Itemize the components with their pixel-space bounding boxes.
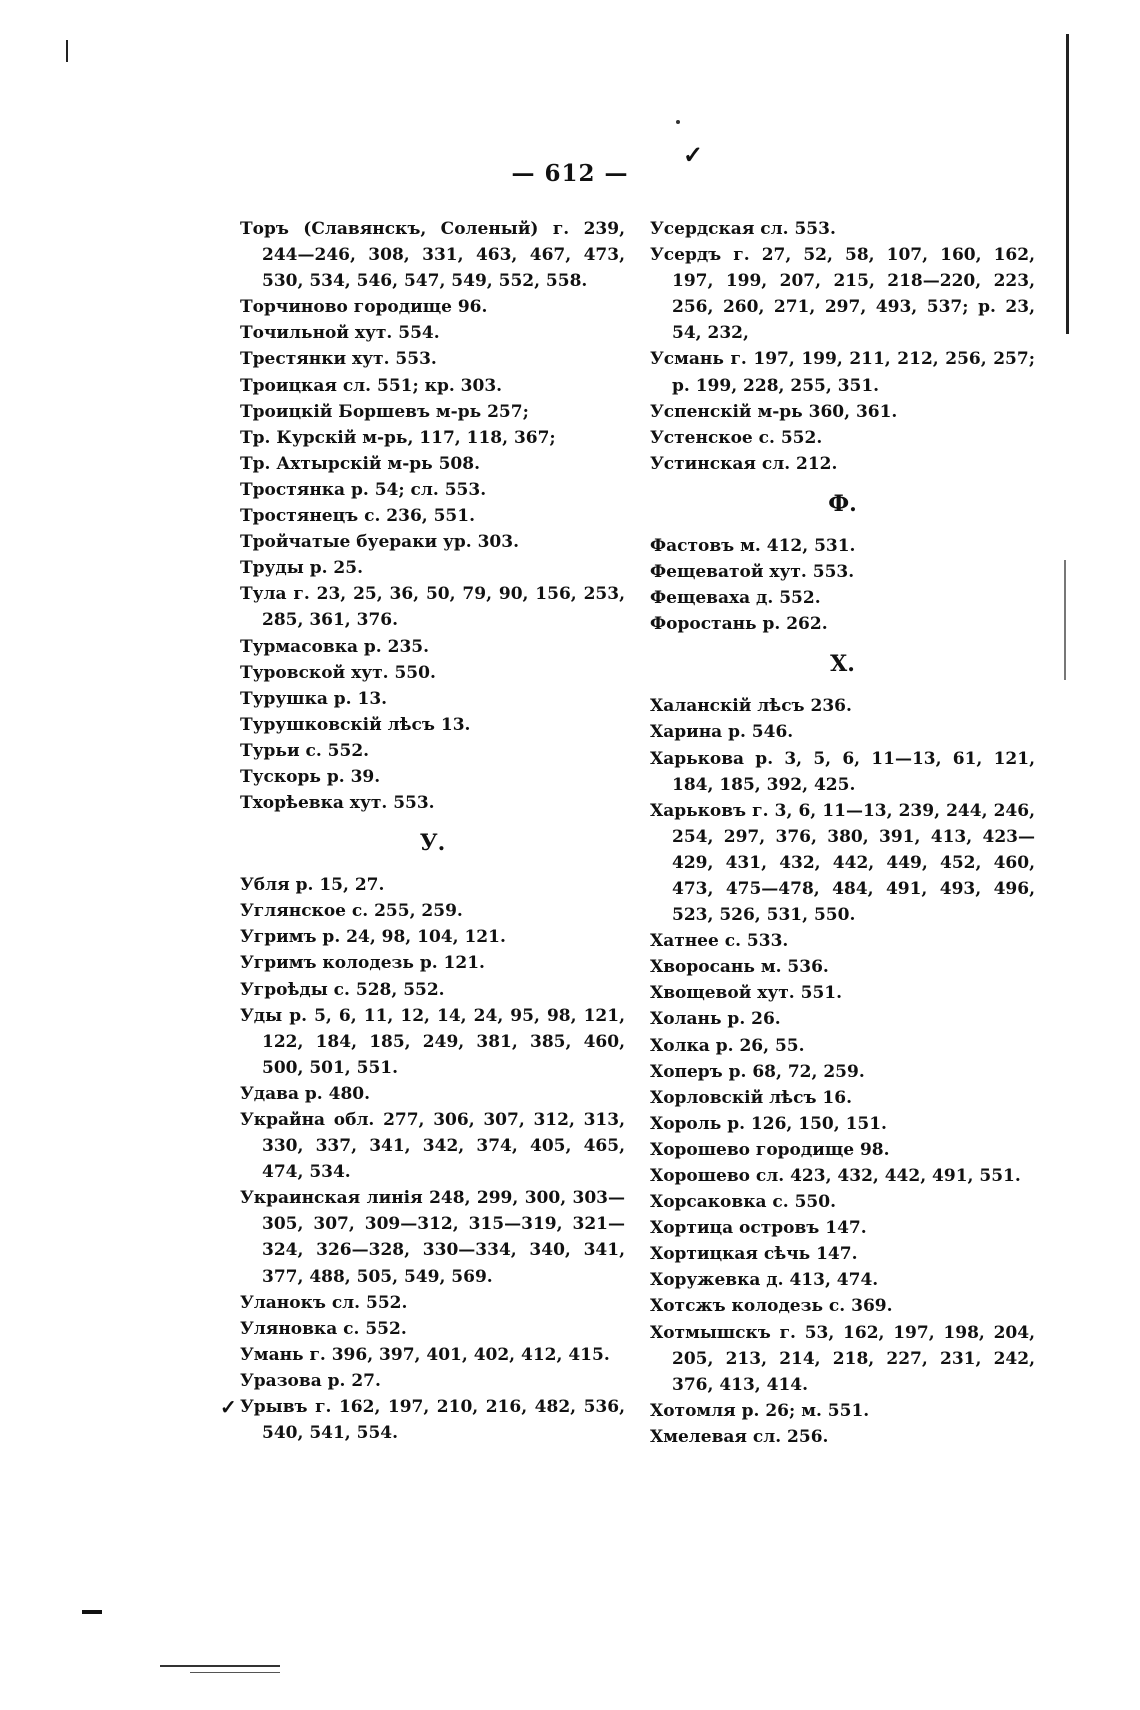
index-entry: Хороль р. 126, 150, 151. bbox=[650, 1113, 887, 1134]
index-entry: Труды р. 25. bbox=[240, 558, 364, 579]
index-entry: Троицкій Боршевъ м-рь 257; bbox=[240, 401, 529, 422]
index-entry: Углянское с. 255, 259. bbox=[240, 901, 463, 922]
left-column bbox=[220, 216, 625, 1446]
index-entry: Хмелевая сл. 256. bbox=[650, 1426, 829, 1447]
index-entry: Трестянки хут. 553. bbox=[240, 349, 437, 370]
index-entry: Угримъ р. 24, 98, 104, 121. bbox=[240, 927, 506, 948]
index-entry: Хотомля р. 26; м. 551. bbox=[650, 1400, 870, 1421]
index-entry: Угроѣды с. 528, 552. bbox=[240, 979, 445, 1000]
index-entry: Хоружевка д. 413, 474. bbox=[650, 1270, 879, 1291]
index-entry: Тройчатые буераки ур. 303. bbox=[240, 532, 520, 553]
index-entry: Успенскій м-рь 360, 361. bbox=[650, 401, 898, 422]
index-entry: Хоперъ р. 68, 72, 259. bbox=[650, 1061, 865, 1082]
index-entry: Хорловскій лѣсъ 16. bbox=[650, 1087, 852, 1108]
bottom-rule bbox=[160, 1665, 280, 1667]
index-entry: Удава р. 480. bbox=[240, 1083, 371, 1104]
scan-edge-mark bbox=[1064, 560, 1066, 680]
index-entry: Фещеватой хут. 553. bbox=[650, 562, 855, 583]
index-entry: Хворосань м. 536. bbox=[650, 957, 829, 978]
index-entry: Туровской хут. 550. bbox=[240, 662, 436, 683]
right-column bbox=[650, 216, 1035, 1450]
section-heading-kh: Х. bbox=[830, 651, 855, 678]
index-entry: Хортицкая сѣчь 147. bbox=[650, 1244, 858, 1265]
index-entry: Тростянецъ с. 236, 551. bbox=[240, 506, 476, 527]
index-entry: Харина р. 546. bbox=[650, 722, 794, 743]
index-entry: Устенское с. 552. bbox=[650, 427, 823, 448]
scan-dash-mark bbox=[82, 1610, 102, 1614]
index-entry: Тула г. 23, 25, 36, 50, 79, 90, 156, 253, 285, 361, 376. bbox=[240, 584, 625, 631]
scan-edge-mark bbox=[66, 40, 68, 62]
index-entry: Турьи с. 552. bbox=[240, 740, 370, 761]
index-entry-text: Урывъ г. 162, 197, 210, 216, 482, 536, 540, 541, 554. bbox=[240, 1397, 625, 1444]
index-entry: Устинская сл. 212. bbox=[650, 453, 838, 474]
index-entry: Хотсжъ колодезь с. 369. bbox=[650, 1296, 893, 1317]
index-entry: Хорошево городище 98. bbox=[650, 1139, 890, 1160]
index-entry: Уляновка с. 552. bbox=[240, 1318, 407, 1339]
index-entry: Хотмышскъ г. 53, 162, 197, 198, 204, 205, 213, 214, 218, 227, 231, 242, 376, 413, 414. bbox=[650, 1322, 1035, 1395]
index-entry: Хорсаковка с. 550. bbox=[650, 1192, 837, 1213]
index-entry: Усмань г. 197, 199, 211, 212, 256, 257; р. 199, 228, 255, 351. bbox=[650, 349, 1035, 396]
index-entry-checked bbox=[220, 1394, 625, 1446]
index-entry: Убля р. 15, 27. bbox=[240, 875, 385, 896]
index-entry: Фещеваха д. 552. bbox=[650, 588, 821, 609]
index-entry: Харькова р. 3, 5, 6, 11—13, 61, 121, 184, 185, 392, 425. bbox=[650, 748, 1035, 795]
index-entry: Тр. Курскій м-рь, 117, 118, 367; bbox=[240, 427, 556, 448]
index-entry: Уды р. 5, 6, 11, 12, 14, 24, 95, 98, 121, 122, 184, 185, 249, 381, 385, 460, 500, 501, 551. bbox=[240, 1005, 625, 1078]
index-entry: Точильной хут. 554. bbox=[240, 323, 440, 344]
index-entry: Троицкая сл. 551; кр. 303. bbox=[240, 375, 503, 396]
index-entry: Тростянка р. 54; сл. 553. bbox=[240, 479, 487, 500]
index-entry: Торчиново городище 96. bbox=[240, 297, 488, 318]
speck bbox=[676, 120, 680, 124]
index-entry: Уланокъ сл. 552. bbox=[240, 1292, 408, 1313]
index-entry: Турушковскій лѣсъ 13. bbox=[240, 714, 471, 735]
index-entry: Торъ (Славянскъ, Соленый) г. 239, 244—246, 308, 331, 463, 467, 473, 530, 534, 546, 547, 549, 552, 558. bbox=[240, 219, 625, 292]
page-number: — 612 — bbox=[511, 160, 629, 187]
index-entry: Тхорѣевка хут. 553. bbox=[240, 793, 435, 814]
index-entry: Хортица островъ 147. bbox=[650, 1218, 867, 1239]
index-entry: Турушка р. 13. bbox=[240, 688, 388, 709]
index-entry: Умань г. 396, 397, 401, 402, 412, 415. bbox=[240, 1344, 610, 1365]
index-entry: Тр. Ахтырскій м-рь 508. bbox=[240, 453, 481, 474]
index-entry: Хатнее с. 533. bbox=[650, 931, 789, 952]
index-entry: Уразова р. 27. bbox=[240, 1370, 381, 1391]
index-entry: Усердская сл. 553. bbox=[650, 219, 836, 239]
index-entry: Усердъ г. 27, 52, 58, 107, 160, 162, 197, 199, 207, 215, 218—220, 223, 256, 260, 271, 297, 493, 537; р. 23, 54, 232, bbox=[650, 245, 1035, 344]
index-entry: Халанскій лѣсъ 236. bbox=[650, 696, 852, 717]
section-heading-u: У. bbox=[419, 830, 446, 857]
index-entry: Угримъ колодезь р. 121. bbox=[240, 953, 485, 974]
index-entry: Украинская линія 248, 299, 300, 303—305, 307, 309—312, 315—319, 321—324, 326—328, 330—334, 340, 341, 377, 488, 505, 549, 569. bbox=[240, 1188, 625, 1287]
index-entry: Холка р. 26, 55. bbox=[650, 1035, 805, 1056]
index-entry: Турмасовка р. 235. bbox=[240, 636, 430, 657]
bottom-rule bbox=[190, 1672, 280, 1673]
index-entry: Хвощевой хут. 551. bbox=[650, 983, 843, 1004]
index-entry: Украйна обл. 277, 306, 307, 312, 313, 330, 337, 341, 342, 374, 405, 465, 474, 534. bbox=[240, 1110, 625, 1183]
index-entry: Хорошево сл. 423, 432, 442, 491, 551. bbox=[650, 1166, 1021, 1186]
section-heading-f: Ф. bbox=[828, 490, 857, 517]
index-entry: Холань р. 26. bbox=[650, 1009, 781, 1030]
check-mark-icon: ✓ bbox=[683, 140, 704, 169]
check-mark-icon: ✓ bbox=[220, 1395, 237, 1420]
index-entry: Фастовъ м. 412, 531. bbox=[650, 535, 856, 556]
index-entry: Форостань р. 262. bbox=[650, 614, 828, 635]
index-entry: Харьковъ г. 3, 6, 11—13, 239, 244, 246, 254, 297, 376, 380, 391, 413, 423—429, 431, 432, 442, 449, 452, 460, 473, 475—478, 484, 491, 493, 496, 523, 526, 531, 550. bbox=[650, 800, 1035, 926]
index-entry: Тускорь р. 39. bbox=[240, 766, 381, 787]
